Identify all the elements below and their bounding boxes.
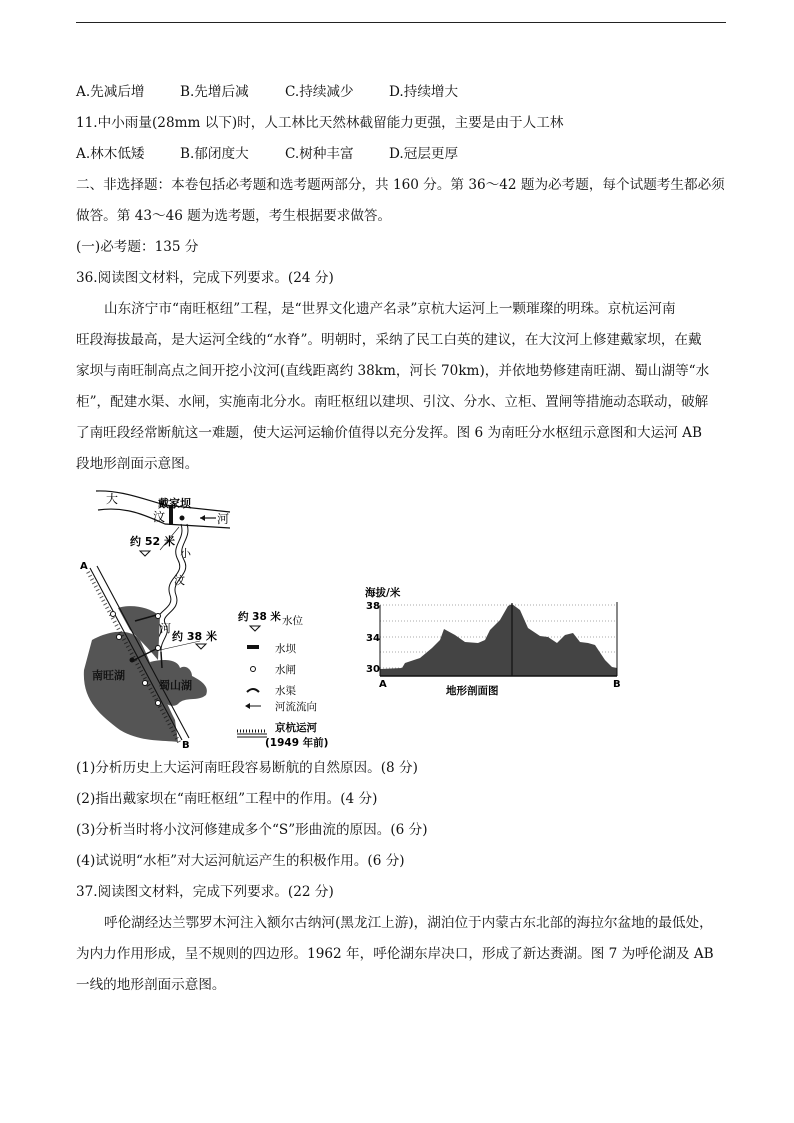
- required-heading: (一)必考题：135 分: [76, 239, 199, 255]
- option-b: B.郁闭度大: [180, 146, 249, 162]
- material-line: 一线的地形剖面示意图。: [76, 977, 226, 993]
- q11-stem: 11.中小雨量(28mm 以下)时，人工林比天然林截留能力更强，主要是由于人工林: [76, 115, 564, 131]
- level-52-label: 约 52 米: [130, 535, 175, 548]
- river-label: 河: [217, 512, 230, 526]
- material-line: 旺段海拔最高，是大运河全线的“水脊”。明朝时，采纳了民工白英的建议，在大汶河上修建戴家坝，在戴: [76, 332, 702, 348]
- material-line: 家坝与南旺制高点之间开挖小汶河(直线距离约 38km，河长 70km)，并依地势修建南旺湖、蜀山湖等“水: [76, 363, 710, 379]
- option-b: B.先增后减: [180, 84, 249, 100]
- legend-channel: 水渠: [275, 685, 296, 697]
- option-d: D.冠层更厚: [389, 146, 459, 162]
- ytick: 38: [366, 601, 380, 612]
- sub-question: (4)试说明“水柜”对大运河航运产生的积极作用。(6 分): [76, 853, 405, 869]
- river-label: 河: [160, 622, 171, 635]
- ytick: 30: [366, 664, 380, 675]
- terrain-profile: [365, 586, 621, 697]
- river-label: 大: [106, 492, 119, 506]
- legend-dam: 水坝: [275, 643, 296, 655]
- point-b: B: [182, 740, 190, 751]
- legend-sluice: 水闸: [275, 664, 296, 676]
- legend-canal: 京杭运河: [275, 722, 317, 734]
- point-a: A: [80, 561, 88, 572]
- option-c: C.持续减少: [285, 84, 354, 100]
- river-label: 汶: [174, 574, 185, 587]
- option-a: A.先减后增: [76, 84, 145, 100]
- river-label: 汶: [153, 510, 166, 524]
- sluice-icon: [251, 667, 256, 672]
- option-a: A.林木低矮: [76, 146, 145, 162]
- q36-title: 36.阅读图文材料，完成下列要求。(24 分): [76, 270, 334, 286]
- lake-label: 南旺湖: [92, 669, 125, 682]
- channel-icon: [247, 689, 259, 692]
- legend-level: 水位: [282, 615, 303, 627]
- dam-icon: [247, 645, 259, 649]
- material-line: 段地形剖面示意图。: [76, 456, 199, 472]
- material-line: 山东济宁市“南旺枢纽”工程，是“世界文化遗产名录”京杭大运河上一颗璀璨的明珠。京杭运河南: [104, 301, 676, 317]
- material-line: 为内力作用形成，呈不规则的四边形。1962 年，呼伦湖东岸决口，形成了新达赉湖。图 7 为呼伦湖及 AB: [76, 946, 714, 962]
- q37-title: 37.阅读图文材料，完成下列要求。(22 分): [76, 884, 334, 900]
- sub-question: (1)分析历史上大运河南旺段容易断航的自然原因。(8 分): [76, 760, 418, 776]
- legend-flow: 河流流向: [275, 701, 317, 713]
- profile-terrain: [380, 604, 617, 676]
- legend-level-value: 约 38 米: [238, 611, 281, 623]
- legend-canal-note: (1949 年前): [265, 737, 329, 749]
- lake-label: 蜀山湖: [159, 679, 192, 692]
- material-line: 呼伦湖经达兰鄂罗木河注入额尔古纳河(黑龙江上游)，湖泊位于内蒙古东北部的海拉尔盆地的最低处，: [104, 915, 713, 931]
- section-heading: 二、非选择题：本卷包括必考题和选考题两部分，共 160 分。第 36～42 题为必考题，每个试题考生都必须: [76, 177, 725, 193]
- profile-caption: 地形剖面图: [446, 685, 499, 697]
- sluice-dot: [180, 516, 185, 521]
- material-line: 了南旺段经常断航这一难题，使大运河运输价值得以充分发挥。图 6 为南旺分水枢纽示意图和大运河 AB: [76, 425, 702, 441]
- dam-label: 戴家坝: [158, 497, 191, 510]
- river-label: 小: [180, 547, 191, 560]
- sub-question: (2)指出戴家坝在“南旺枢纽”工程中的作用。(4 分): [76, 791, 378, 807]
- water-level-icon: [250, 626, 260, 631]
- ytick: 34: [366, 633, 380, 644]
- profile-ylabel: 海拔/米: [365, 587, 401, 599]
- level-38-label: 约 38 米: [172, 630, 217, 643]
- canal-icon: [237, 734, 267, 737]
- map-legend: [237, 610, 328, 749]
- section-heading-cont: 做答。第 43～46 题为选考题，考生根据要求做答。: [76, 208, 392, 224]
- sub-question: (3)分析当时将小汶河修建成多个“S”形曲流的原因。(6 分): [76, 822, 428, 838]
- option-c: C.树种丰富: [285, 146, 354, 162]
- profile-point-a: A: [379, 679, 387, 690]
- material-line: 柜”，配建水渠、水闸，实施南北分水。南旺枢纽以建坝、引汶、分水、立柜、置闸等措施动态联动，破解: [76, 394, 709, 410]
- profile-point-b: B: [613, 679, 621, 690]
- option-d: D.持续增大: [389, 84, 459, 100]
